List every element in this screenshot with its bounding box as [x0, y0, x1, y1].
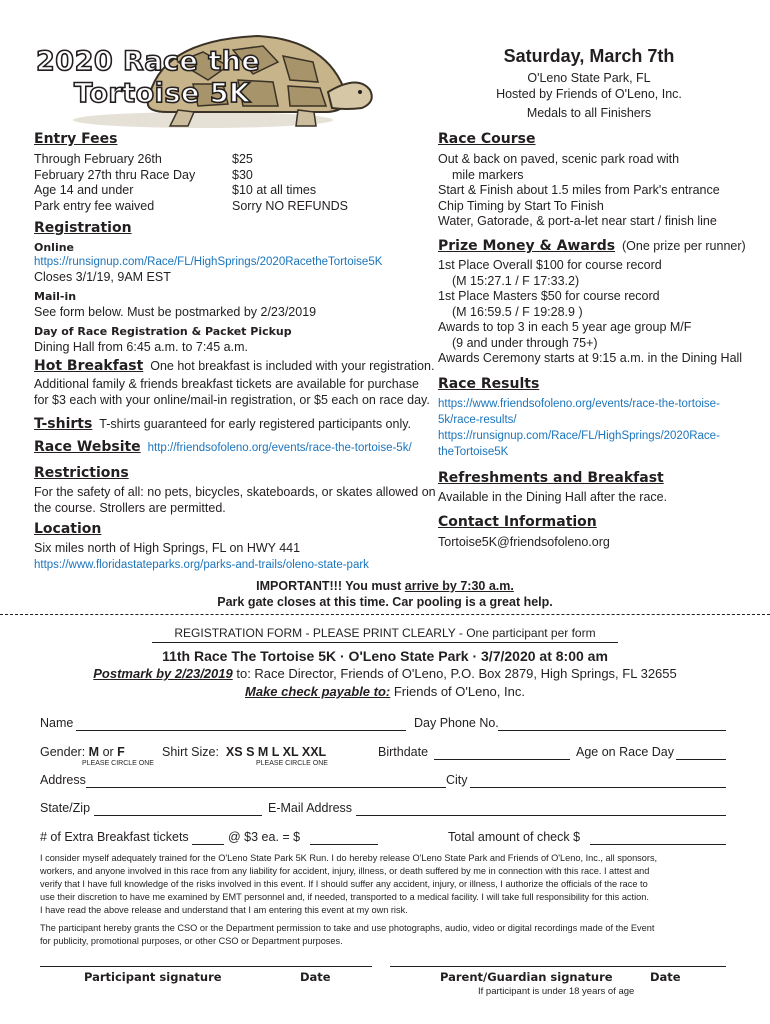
restrictions-heading: Restrictions: [34, 465, 129, 481]
extra-breakfast-amount-field[interactable]: [310, 844, 378, 845]
breakfast-line2: Additional family & friends breakfast tickets are available for purchase: [34, 376, 419, 391]
contact-email[interactable]: Tortoise5K@friendsofoleno.org: [438, 535, 610, 549]
form-header: [0, 647, 770, 701]
parent-signature-field[interactable]: [390, 966, 726, 967]
email-field[interactable]: [356, 815, 726, 816]
form-title: REGISTRATION FORM - PLEASE PRINT CLEARLY - One participant per form: [152, 626, 618, 643]
fee-row: Age 14 and under $10 at all times: [34, 183, 317, 197]
course-line: Out & back on paved, scenic park road with: [438, 152, 680, 166]
waiver-line: workers, and anyone involved in this race from any liability for accident, injury, illness, or death suffered by me in connection with this race. I attest and: [40, 866, 650, 876]
online-registration-link[interactable]: https://runsignup.com/Race/FL/HighSprings/2020RacetheTortoise5K: [34, 256, 383, 268]
breakfast-line3: for $3 each with your online/mail-in registration, or $5 each on race day.: [34, 393, 430, 407]
entry-fees-heading: Entry Fees: [34, 131, 118, 147]
birthdate-label: Birthdate: [378, 745, 429, 759]
location-heading: Location: [34, 521, 102, 537]
website-heading: Race Website: [34, 439, 141, 455]
event-date: Saturday, March 7th: [503, 46, 675, 66]
event-logo: [28, 22, 378, 134]
event-medals: Medals to all Finishers: [526, 106, 652, 120]
total-check-field[interactable]: [590, 844, 726, 845]
parent-signature-label: Parent/Guardian signature: [440, 970, 613, 984]
city-field[interactable]: [470, 787, 726, 788]
header-info: [440, 44, 738, 122]
address-label: Address: [40, 773, 86, 787]
arrive-time: arrive by 7:30 a.m.: [404, 579, 514, 593]
entry-fees-table: [34, 152, 394, 214]
restrictions-block: [34, 485, 444, 516]
waiver-line: I consider myself adequately trained for the O'Leno State Park 5K Run. I do hereby release O'Leno State Park and Friends of O'Leno, Inc., all sponsors,: [40, 853, 658, 863]
course-line: Water, Gatorade, & port-a-let near start / finish line: [438, 214, 717, 228]
statezip-field[interactable]: [94, 815, 262, 816]
results-link-2-cont[interactable]: theTortoise5K: [438, 446, 509, 458]
event-host: Hosted by Friends of O'Leno, Inc.: [496, 86, 682, 101]
extra-breakfast-price: @ $3 ea. = $: [228, 830, 301, 844]
mailin-label: Mail-in: [34, 289, 77, 303]
location-block: [34, 541, 434, 573]
fee-row: Park entry fee waived Sorry NO REFUNDS: [34, 198, 348, 213]
dayof-label: Day of Race Registration & Packet Pickup: [34, 325, 292, 338]
registration-block: [34, 240, 434, 356]
online-close-text: Closes 3/1/19, 9AM EST: [34, 270, 171, 284]
participant-signature-field[interactable]: [40, 966, 372, 967]
shirt-row: [162, 745, 326, 759]
race-results-block: [438, 396, 758, 460]
extra-breakfast-field[interactable]: [192, 844, 224, 845]
participant-date-label: Date: [300, 970, 331, 984]
contact-heading: Contact Information: [438, 514, 597, 530]
parent-date-label: Date: [650, 970, 681, 984]
email-label: E-Mail Address: [268, 801, 353, 815]
gender-circle-note: PLEASE CIRCLE ONE: [82, 760, 154, 767]
check-label: Make check payable to:: [245, 684, 391, 699]
age-field[interactable]: [676, 759, 726, 760]
important-notice: [0, 578, 770, 610]
media-line: The participant hereby grants the CSO or the Department permission to take and use photographs, audio, video or digital recordings made of the Event: [40, 923, 655, 933]
race-results-heading: Race Results: [438, 376, 540, 392]
waiver-line: I have read the above release and understand that I am entering this event at my own risk.: [40, 905, 408, 915]
prizes-block: [438, 258, 758, 367]
gender-label: Gender:: [40, 745, 86, 759]
media-consent-text: [40, 922, 740, 948]
postmark-text: to: Race Director, Friends of O'Leno, P.O. Box 2879, High Springs, FL 32655: [232, 666, 677, 681]
cut-line: [0, 614, 770, 615]
shirt-size-label: Shirt Size:: [162, 745, 219, 759]
logo-title-line2: Tortoise 5K: [74, 78, 251, 109]
website-block: [34, 440, 434, 457]
location-text: Six miles north of High Springs, FL on HWY 441: [34, 541, 301, 555]
gender-f-option[interactable]: F: [117, 745, 125, 759]
address-field[interactable]: [86, 787, 446, 788]
prize-line: (9 and under through 75+): [452, 335, 598, 350]
tshirts-heading: T-shirts: [34, 416, 93, 432]
waiver-line: use their discretion to have me examined by EMT personnel and, if needed, transported to a medical facility. I will take full responsibility for this action.: [40, 892, 649, 902]
prize-line: 1st Place Overall $100 for course record: [438, 258, 662, 272]
dayof-text: Dining Hall from 6:45 a.m. to 7:45 a.m.: [34, 340, 248, 354]
day-phone-field[interactable]: [498, 730, 726, 731]
restrictions-line1: For the safety of all: no pets, bicycles, skateboards, or skates allowed on: [34, 485, 436, 499]
event-venue: O'Leno State Park, FL: [527, 71, 651, 85]
results-link-2[interactable]: https://runsignup.com/Race/FL/HighSprings/2020Race-: [438, 430, 720, 442]
name-label: Name: [40, 716, 74, 730]
refreshments-heading: Refreshments and Breakfast: [438, 470, 664, 486]
registration-heading: Registration: [34, 220, 132, 236]
city-label: City: [446, 773, 468, 787]
extra-breakfast-label: # of Extra Breakfast tickets: [40, 830, 189, 844]
course-line: Chip Timing by Start To Finish: [438, 198, 604, 213]
location-link[interactable]: https://www.floridastateparks.org/parks-and-trails/oleno-state-park: [34, 558, 369, 571]
shirt-circle-note: PLEASE CIRCLE ONE: [256, 760, 328, 767]
form-event-line: 11th Race The Tortoise 5K · O'Leno State Park · 3/7/2020 at 8:00 am: [162, 648, 608, 664]
participant-signature-label: Participant signature: [84, 970, 222, 984]
course-line: mile markers: [452, 167, 524, 182]
media-line: for publicity, promotional purposes, or other CSO or Department purposes.: [40, 936, 343, 946]
breakfast-heading: Hot Breakfast: [34, 358, 144, 374]
gender-row: [40, 745, 125, 759]
total-check-label: Total amount of check $: [448, 830, 581, 844]
race-course-heading: Race Course: [438, 131, 536, 147]
breakfast-block: [34, 359, 444, 409]
tshirts-block: [34, 417, 434, 433]
prize-line: (M 16:59.5 / F 19:28.9 ): [452, 304, 583, 319]
race-course-block: [438, 152, 758, 230]
day-phone-label: Day Phone No.: [414, 716, 499, 730]
prize-line: 1st Place Masters $50 for course record: [438, 289, 660, 303]
results-link-1-cont[interactable]: 5k/race-results/: [438, 414, 517, 426]
refreshments-text: Available in the Dining Hall after the race.: [438, 490, 668, 504]
prize-line: Awards to top 3 in each 5 year age group M/F: [438, 320, 692, 334]
waiver-text: [40, 852, 740, 917]
tshirts-text: T-shirts guaranteed for early registered participants only.: [99, 417, 412, 431]
website-link[interactable]: http://friendsofoleno.org/events/race-the-tortoise-5k/: [147, 442, 412, 454]
results-link-1[interactable]: https://www.friendsofoleno.org/events/race-the-tortoise-: [438, 398, 720, 410]
fee-row: Through February 26th $25: [34, 152, 253, 166]
gender-or: or: [102, 745, 114, 759]
gender-m-option[interactable]: M: [88, 745, 100, 759]
restrictions-line2: the course. Strollers are permitted.: [34, 500, 226, 515]
statezip-label: State/Zip: [40, 801, 91, 815]
mailin-text: See form below. Must be postmarked by 2/23/2019: [34, 304, 317, 319]
signature-note: If participant is under 18 years of age: [478, 986, 635, 997]
shirt-size-options[interactable]: XS S M L XL XXL: [225, 745, 327, 759]
fee-row: February 27th thru Race Day $30: [34, 167, 253, 182]
prizes-heading-row: [438, 239, 758, 255]
prize-line: Awards Ceremony starts at 9:15 a.m. in the Dining Hall: [438, 351, 743, 365]
age-label: Age on Race Day: [576, 745, 674, 759]
name-field[interactable]: [76, 730, 406, 731]
logo-title-line1: 2020 Race the: [36, 46, 261, 77]
postmark-label: Postmark by 2/23/2019: [93, 666, 233, 681]
important-line2: Park gate closes at this time. Car pooling is a great help.: [217, 595, 553, 609]
course-line: Start & Finish about 1.5 miles from Park's entrance: [438, 183, 720, 197]
check-text: Friends of O'Leno, Inc.: [390, 684, 525, 699]
prize-line: (M 15:27.1 / F 17:33.2): [452, 273, 580, 288]
prizes-note: (One prize per runner): [622, 239, 746, 253]
important-text: IMPORTANT!!! You must: [256, 579, 405, 593]
birthdate-field[interactable]: [434, 759, 570, 760]
prizes-heading: Prize Money & Awards: [438, 238, 616, 254]
online-label: Online: [34, 241, 75, 254]
breakfast-line1: One hot breakfast is included with your registration.: [150, 359, 435, 373]
waiver-line: verify that I have full knowledge of the risks involved in this event. If I should suffer any accident, injury, or illness, I authorize the officials of the race to: [40, 879, 648, 889]
